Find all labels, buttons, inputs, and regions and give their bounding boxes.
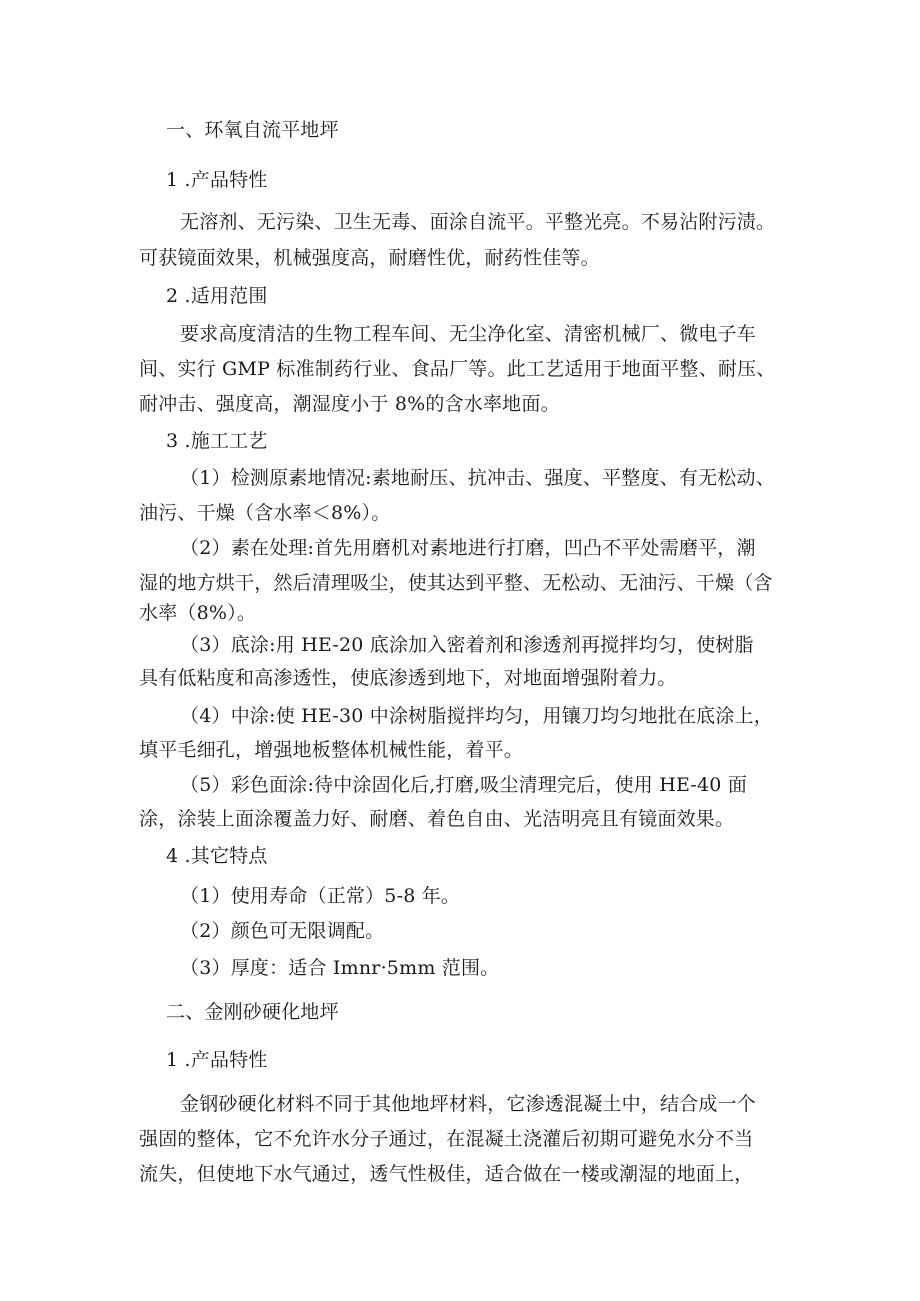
paragraph-line: 具有低粘度和高渗透性，使底渗透到地下，对地面增强附着力。 [139, 667, 677, 689]
paragraph-line: （1）使用寿命（正常）5-8 年。 [180, 885, 461, 907]
paragraph-line: 填平毛细孔，增强地板整体机械性能，着平。 [139, 739, 524, 761]
section1-title: 一、环氧自流平地坪 [166, 119, 339, 141]
section1-sub3-title: 3 .施工工艺 [166, 430, 268, 452]
paragraph-line: 流失，但使地下水气通过，透气性极佳，适合做在一楼或潮湿的地面上， [139, 1163, 754, 1185]
paragraph-line: （2）颜色可无限调配。 [180, 920, 385, 942]
section1-sub1-title: 1 .产品特性 [166, 169, 268, 191]
section1-sub4-title: 4 .其它特点 [166, 845, 268, 867]
paragraph-line: 耐冲击、强度高，潮湿度小于 8%的含水率地面。 [139, 393, 560, 415]
paragraph-line: （5）彩色面涂:待中涂固化后,打磨,吸尘清理完后，使用 HE-40 面 [180, 774, 748, 796]
paragraph-line: 要求高度清洁的生物工程车间、无尘净化室、清密机械厂、微电子车 [180, 323, 757, 345]
section1-sub2-title: 2 .适用范围 [166, 285, 268, 307]
paragraph-line: （3）厚度：适合 Imnr·5mm 范围。 [180, 957, 500, 979]
paragraph-line: （2）素在处理:首先用磨机对素地进行打磨，凹凸不平处需磨平，潮 [180, 537, 756, 559]
paragraph-line: （4）中涂:使 HE-30 中涂树脂搅拌均匀，用镶刀均匀地批在底涂上， [180, 705, 773, 727]
paragraph-line: （3）底涂:用 HE-20 底涂加入密着剂和渗透剂再搅拌均匀，使树脂 [180, 634, 754, 656]
paragraph-line: 强固的整体，它不允许水分子通过，在混凝土浇灌后初期可避免水分不当 [139, 1128, 754, 1150]
paragraph-line: 湿的地方烘干，然后清理吸尘，使其达到平整、无松动、无油污、干燥（含 [139, 572, 773, 594]
paragraph-line: 可获镜面效果，机械强度高，耐磨性优，耐药性佳等。 [139, 247, 600, 269]
paragraph-line: （1）检测原素地情况:素地耐压、抗冲击、强度、平整度、有无松动、 [180, 467, 775, 489]
paragraph-line: 无溶剂、无污染、卫生无毒、面涂自流平。平整光亮。不易沾附污渍。 [180, 211, 776, 233]
section2-sub1-title: 1 .产品特性 [166, 1049, 268, 1071]
paragraph-line: 间、实行 GMP 标准制药行业、食品厂等。此工艺适用于地面平整、耐压、 [139, 358, 776, 380]
paragraph-line: 涂，涂装上面涂覆盖力好、耐磨、着色自由、光洁明亮且有镜面效果。 [139, 808, 735, 830]
paragraph-line: 水率（8%）。 [139, 602, 257, 624]
paragraph-line: 油污、干燥（含水率＜8%）。 [139, 502, 391, 524]
section2-title: 二、金刚砂硬化地坪 [166, 1001, 339, 1023]
paragraph-line: 金钢砂硬化材料不同于其他地坪材料，它渗透混凝土中，结合成一个 [180, 1093, 757, 1115]
